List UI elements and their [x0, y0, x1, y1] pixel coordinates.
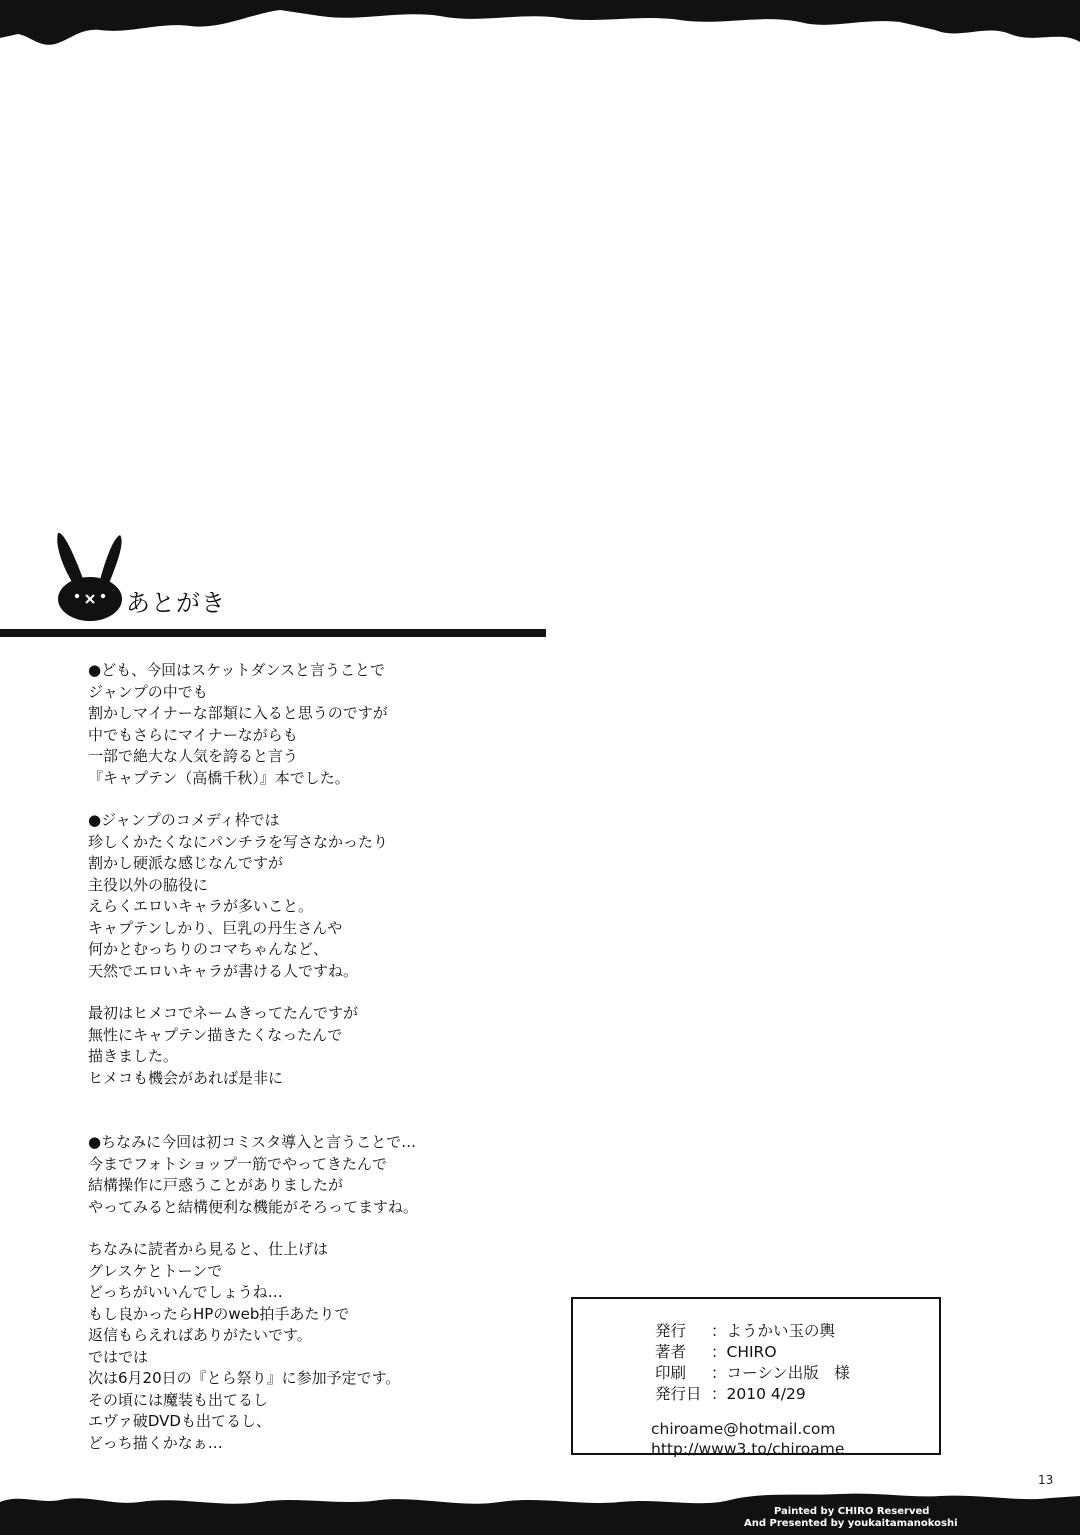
heading-rule	[0, 629, 546, 637]
afterword-heading	[40, 525, 560, 640]
top-ink-border	[0, 0, 1080, 60]
colophon-label: 著者	[655, 1343, 687, 1361]
colophon-value: ：CHIRO	[711, 1343, 777, 1361]
colophon-row-author	[655, 1342, 850, 1363]
colophon-rows	[655, 1321, 850, 1405]
text-line: 中でもさらにマイナーながらも	[88, 725, 298, 744]
text-line: 今までフォトショップ一筋でやってきたんで	[88, 1154, 387, 1173]
text-line: どっちがいいんでしょうね…	[88, 1283, 283, 1301]
colophon-row-printer	[655, 1363, 850, 1384]
colophon-label: 発行	[655, 1322, 687, 1340]
text-line: ヒメコも機会があれば是非に	[88, 1068, 284, 1087]
contact-email: chiroame@hotmail.com	[651, 1420, 836, 1438]
page-number: 13	[1038, 1473, 1054, 1487]
text-line: 返信もらえればありがたいです。	[88, 1326, 312, 1344]
afterword-paragraph	[88, 1239, 558, 1454]
text-line: 次は6月20日の『とら祭り』に参加予定です。	[88, 1369, 401, 1387]
colophon-contact	[651, 1419, 844, 1459]
colophon-row-publisher	[655, 1321, 850, 1342]
text-line: 結構操作に戸惑うことがありましたが	[88, 1176, 344, 1194]
text-line: 最初はヒメコでネームきってたんですが	[88, 1004, 359, 1022]
afterword-paragraph	[88, 660, 558, 789]
bunny-icon	[48, 525, 128, 625]
afterword-paragraph	[88, 810, 558, 982]
text-line: 一部で絶大な人気を誇ると言う	[88, 747, 299, 765]
colophon-row-date	[655, 1384, 850, 1405]
text-line: どっち描くかなぁ…	[88, 1433, 223, 1452]
text-line: 『キャプテン（高橋千秋）』本でした。	[88, 768, 350, 787]
colophon-box	[571, 1297, 941, 1458]
text-line: エヴァ破DVDも出てるし、	[88, 1412, 271, 1430]
credit-line: Painted by CHIRO Reserved	[774, 1506, 930, 1517]
colophon-value: ：2010 4/29	[711, 1385, 806, 1403]
text-line: キャプテンしかり、巨乳の丹生さんや	[88, 918, 343, 937]
colophon-value: ：ようかい玉の輿	[711, 1322, 836, 1340]
text-line: ジャンプの中でも	[88, 682, 208, 701]
text-line: グレスケとトーンで	[88, 1261, 223, 1280]
text-line: 天然でエロいキャラが書ける人ですね。	[88, 961, 359, 980]
colophon-label: 印刷	[655, 1364, 687, 1382]
text-line: ●ちなみに今回は初コミスタ導入と言うことで…	[88, 1133, 417, 1151]
afterword-title: あとがき	[126, 589, 226, 617]
text-line: 珍しくかたくなにパンチラを写さなかったり	[88, 832, 389, 851]
colophon-label: 発行日	[655, 1385, 702, 1403]
colophon-value: ：コーシン出版 様	[711, 1364, 850, 1382]
text-line: 何かとむっちりのコマちゃんなど、	[88, 940, 329, 958]
contact-url: http://www3.to/chiroame	[651, 1440, 845, 1458]
text-line: ●ジャンプのコメディ枠では	[88, 811, 280, 829]
text-line: 割かし硬派な感じなんですが	[88, 854, 284, 872]
text-line: その頃には魔装も出てるし	[88, 1390, 269, 1409]
text-line: 無性にキャプテン描きたくなったんで	[88, 1025, 343, 1044]
text-line: やってみると結構便利な機能がそろってますね。	[88, 1197, 419, 1216]
text-line: 割かしマイナーな部類に入ると思うのですが	[88, 704, 388, 722]
text-line: ●ども、今回はスケットダンスと言うことで	[88, 661, 386, 679]
credits	[744, 1506, 958, 1530]
afterword-body	[88, 660, 558, 1454]
afterword-paragraph	[88, 1003, 558, 1089]
text-line: もし良かったらHPのweb拍手あたりで	[88, 1304, 350, 1323]
credit-line: And Presented by youkaitamanokoshi	[744, 1518, 958, 1529]
text-line: 描きました。	[88, 1047, 179, 1065]
text-line: 主役以外の脇役に	[88, 875, 209, 894]
text-line: ではでは	[88, 1347, 149, 1366]
afterword-paragraph	[88, 1132, 558, 1218]
text-line: えらくエロいキャラが多いこと。	[88, 897, 314, 915]
text-line: ちなみに読者から見ると、仕上げは	[88, 1240, 329, 1258]
